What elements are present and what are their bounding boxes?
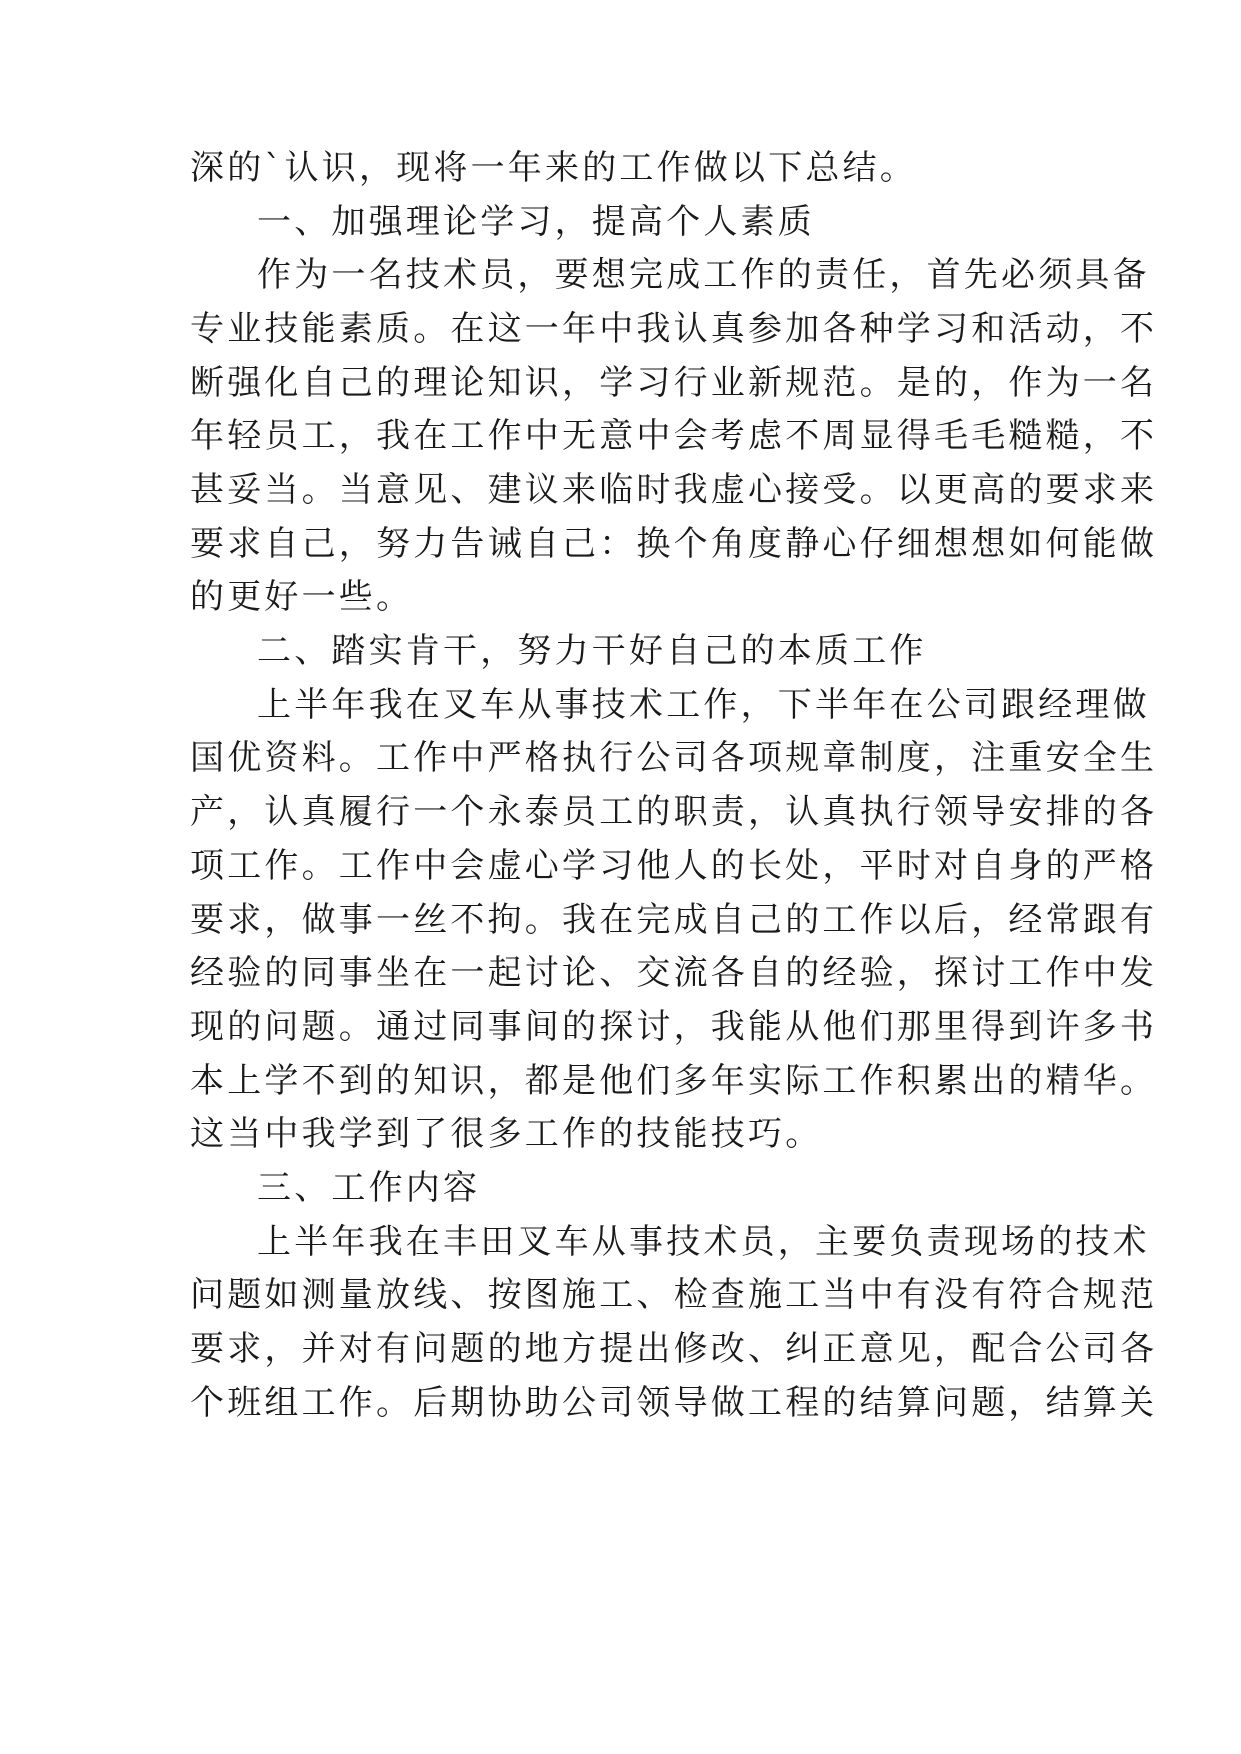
text-line: 经验的同事坐在一起讨论、交流各自的经验，探讨工作中发 [190, 953, 1158, 993]
text-line: 这当中我学到了很多工作的技能技巧。 [190, 1114, 823, 1154]
section-heading: 二、踏实肯干，努力干好自己的本质工作 [257, 631, 927, 671]
paragraph-start: 作为一名技术员，要想完成工作的责任，首先必须具备 [257, 255, 1150, 295]
text-line: 现的问题。通过同事间的探讨，我能从他们那里得到许多书 [190, 1007, 1158, 1047]
paragraph-start: 上半年我在叉车从事技术工作，下半年在公司跟经理做 [257, 685, 1150, 725]
text-line: 个班组工作。后期协助公司领导做工程的结算问题，结算关 [190, 1383, 1158, 1423]
text-line: 项工作。工作中会虚心学习他人的长处，平时对自身的严格 [190, 846, 1158, 886]
text-line: 国优资料。工作中严格执行公司各项规章制度，注重安全生 [190, 738, 1158, 778]
text-line: 年轻员工，我在工作中无意中会考虑不周显得毛毛糙糙，不 [190, 416, 1158, 456]
text-line: 专业技能素质。在这一年中我认真参加各种学习和活动，不 [190, 309, 1158, 349]
text-line: 断强化自己的理论知识，学习行业新规范。是的，作为一名 [190, 363, 1158, 403]
text-line: 甚妥当。当意见、建议来临时我虚心接受。以更高的要求来 [190, 470, 1158, 510]
text-line: 的更好一些。 [190, 577, 414, 617]
text-line: 问题如测量放线、按图施工、检查施工当中有没有符合规范 [190, 1275, 1158, 1315]
section-heading: 一、加强理论学习，提高个人素质 [257, 202, 815, 242]
text-line: 产，认真履行一个永泰员工的职责，认真执行领导安排的各 [190, 792, 1158, 832]
text-line: 深的`认识，现将一年来的工作做以下总结。 [190, 148, 917, 188]
text-line: 要求，做事一丝不拘。我在完成自己的工作以后，经常跟有 [190, 900, 1158, 940]
paragraph-start: 上半年我在丰田叉车从事技术员，主要负责现场的技术 [257, 1222, 1150, 1262]
text-line: 要求，并对有问题的地方提出修改、纠正意见，配合公司各 [190, 1329, 1158, 1369]
text-line: 本上学不到的知识，都是他们多年实际工作积累出的精华。 [190, 1061, 1158, 1101]
text-line: 要求自己，努力告诫自己：换个角度静心仔细想想如何能做 [190, 524, 1158, 564]
section-heading: 三、工作内容 [257, 1168, 481, 1208]
